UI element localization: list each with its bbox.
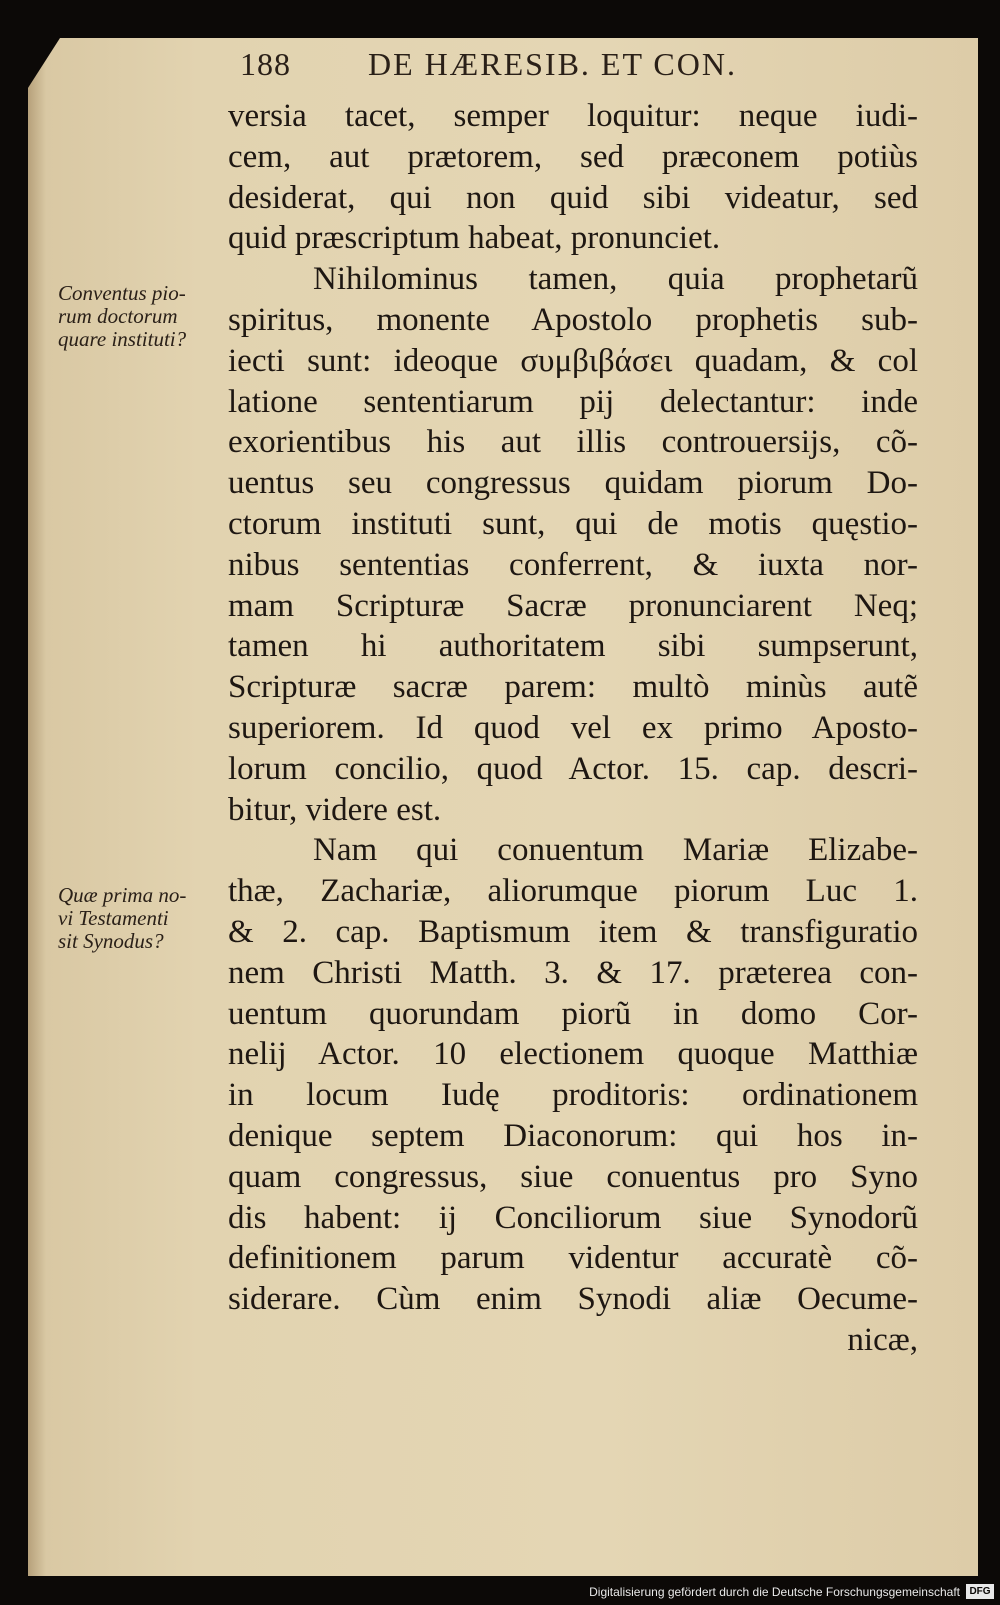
page-header [0,46,1000,92]
text-line: nelij Actor. 10 electionem quoque Matthiæ [228,1036,918,1073]
text-line: versia tacet, semper loquitur: neque iudi- [228,98,918,134]
text-line: nibus sententias conferrent, & iuxta nor- [228,546,918,583]
text-line: uentum quorundam piorũ in domo Cor- [228,995,918,1032]
text-line: denique septem Diaconorum: qui hos in- [228,1117,918,1154]
main-text-block [228,96,918,1361]
catchword: nicæ, [847,1321,918,1358]
paragraph-start-line: Nihilominus tamen, quia prophetarũ [313,261,918,298]
page-gutter-shadow [28,38,46,1576]
page-number: 188 [240,46,291,82]
text-line: ctorum instituti sunt, qui de motis quęstio- [228,505,918,542]
text-line: tamen hi authoritatem sibi sumpserunt, [228,628,918,665]
margin-note-line: quare instituti? [58,327,187,351]
margin-note-conventus [58,282,228,351]
text-line: siderare. Cùm enim Synodi aliæ Oecume- [228,1281,918,1318]
margin-note-line: vi Testamenti [58,906,169,930]
running-head: DE HÆRESIB. ET CON. [368,46,737,82]
text-line: quam congressus, siue conuentus pro Syno [228,1158,918,1195]
text-line: latione sententiarum pij delectantur: inde [228,383,918,420]
paragraph-start-line: Nam qui conuentum Mariæ Elizabe- [313,832,918,869]
digitization-footer [0,1580,1000,1605]
text-line: spiritus, monente Apostolo prophetis sub- [228,301,918,338]
text-line: thæ, Zachariæ, aliorumque piorum Luc 1. [228,873,918,910]
text-line: definitionem parum videntur accuratè cõ- [228,1240,918,1277]
text-line: bitur, videre est. [228,791,442,828]
margin-note-line: sit Synodus? [58,929,164,953]
funding-credit: Digitalisierung gefördert durch die Deutsche Forschungsgemeinschaft [589,1585,960,1599]
text-line: dis habent: ij Conciliorum siue Synodorũ [228,1199,918,1236]
text-line: superiorem. Id quod vel ex primo Aposto- [228,709,918,746]
margin-note-line: Conventus pio- [58,281,186,305]
text-line: nem Christi Matth. 3. & 17. præterea con- [228,954,918,991]
text-line: lorum concilio, quod Actor. 15. cap. descri- [228,750,918,787]
text-line: mam Scripturæ Sacræ pronunciarent Neq; [228,587,918,624]
text-line: quid præscriptum habeat, pronunciet. [228,220,721,257]
text-line: exorientibus his aut illis controuersijs, cõ- [228,424,918,461]
text-line: iecti sunt: ideoque συμβιβάσει quadam, & col [228,342,918,379]
margin-note-line: rum doctorum [58,304,178,328]
dfg-logo: DFG [966,1584,994,1599]
text-line: uentus seu congressus quidam piorum Do- [228,465,918,502]
text-line: cem, aut prætorem, sed præconem potiùs [228,138,918,175]
text-line: Scripturæ sacræ parem: multò minùs autẽ [228,669,918,706]
text-line: in locum Iudę proditoris: ordinationem [228,1077,918,1114]
margin-note-synodus [58,884,228,953]
text-line: & 2. cap. Baptismum item & transfiguratio [228,913,918,950]
margin-note-line: Quæ prima no- [58,883,187,907]
text-line: desiderat, qui non quid sibi videatur, sed [228,179,918,216]
